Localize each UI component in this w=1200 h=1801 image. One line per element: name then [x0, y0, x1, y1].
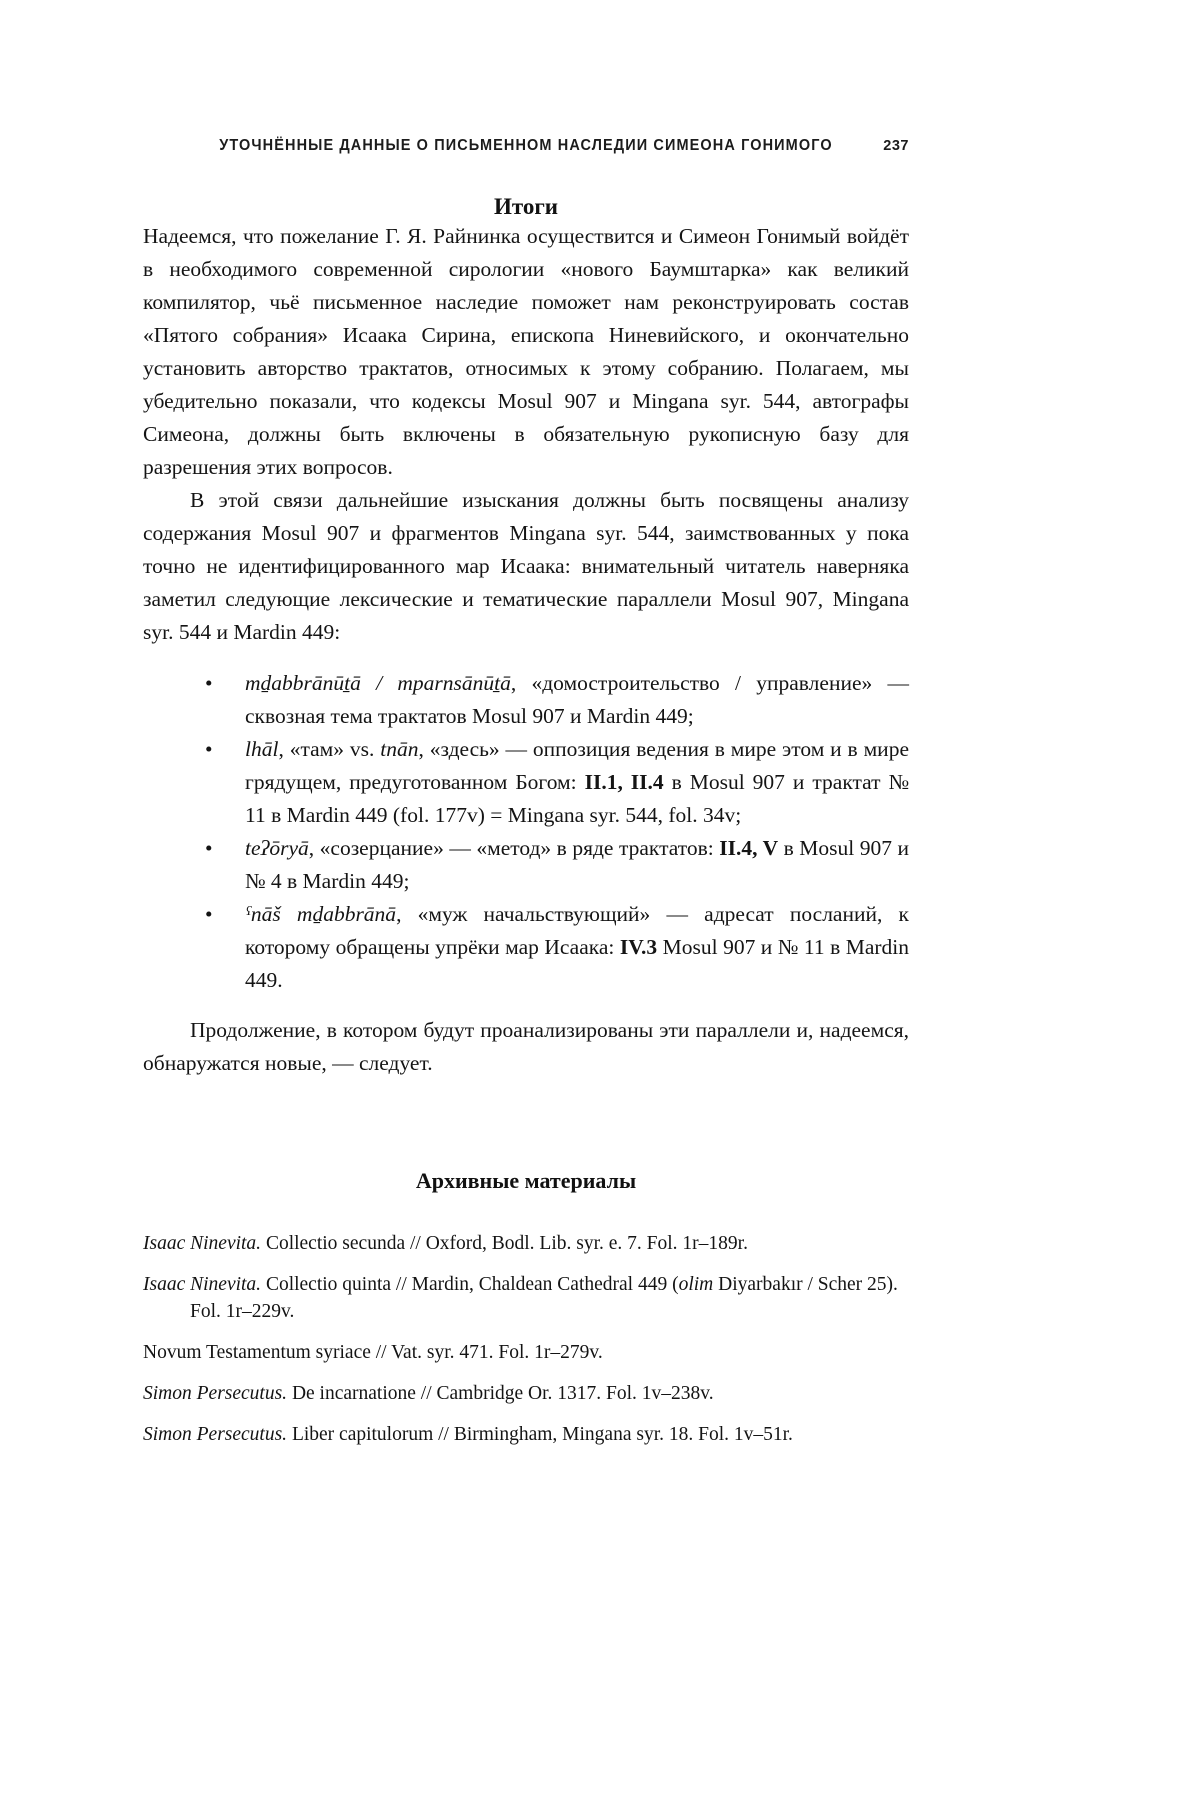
reference-item-3: Novum Testamentum syriace // Vat. syr. 471. Fol. 1r–279v.	[143, 1342, 603, 1363]
running-head-title: УТОЧНЁННЫЕ ДАННЫЕ О ПИСЬМЕННОМ НАСЛЕДИИ СИМЕОНА ГОНИМОГО	[219, 137, 833, 155]
reference-item-2: Isaac Ninevita. Collectio quinta // Mardin, Chaldean Cathedral 449 (olim Diyarbakır / Scher 25). Fol. 1r–229v.	[143, 1274, 898, 1322]
reference-item-1: Isaac Ninevita. Collectio secunda // Oxford, Bodl. Lib. syr. e. 7. Fol. 1r–189r.	[143, 1233, 748, 1254]
bullet-text: ˤnāš mḏabbrānā, «муж начальствующий» — адресат посланий, к которому обращены упрёки мар Исаака: IV.3 Mosul 907 и № 11 в Mardin 449.	[245, 902, 910, 992]
bullet-icon: •	[205, 671, 213, 695]
closing-paragraph: Продолжение, в котором будут проанализированы эти параллели и, надеемся, обнаружатся новые, — следует.	[143, 1018, 909, 1075]
running-head	[143, 138, 909, 160]
bullet-icon: •	[205, 902, 213, 926]
bullet-icon: •	[205, 737, 213, 761]
section-heading-results: Итоги	[493, 194, 559, 219]
bullet-icon: •	[205, 836, 213, 860]
text-column	[143, 138, 909, 1462]
reference-item-5: Simon Persecutus. Liber capitulorum // Birmingham, Mingana syr. 18. Fol. 1v–51r.	[143, 1424, 793, 1445]
page-number: 237	[883, 138, 909, 154]
bullet-text: lhāl, «там» vs. tnān, «здесь» — оппозиция ведения в мире этом и в мире грядущем, предуготованном Богом: II.1, II.4 в Mosul 907 и трактат № 11 в Mardin 449 (fol. 177v) = Mingana syr. 544, fol. 34v;	[245, 737, 909, 827]
bullet-text: mḏabbrānūṯā / mparnsānūṯā, «домостроительство / управление» — сквозная тема трактатов Mosul 907 и Mardin 449;	[245, 671, 909, 728]
bullet-item-1	[143, 667, 909, 733]
reference-item-4: Simon Persecutus. De incarnatione // Cambridge Or. 1317. Fol. 1v–238v.	[143, 1383, 714, 1404]
bullet-item-4	[143, 898, 909, 997]
section-heading-archive: Архивные материалы	[415, 1168, 637, 1193]
bullet-item-2	[143, 733, 909, 832]
body-paragraph-1: Надеемся, что пожелание Г. Я. Райнинка осуществится и Симеон Гонимый войдёт в необходимого современной сирологии «нового Баумштарка» как великий компилятор, чьё письменное наследие поможет нам реконструировать состав «Пятого собрания» Исаака Сирина, епископа Ниневийского, и окончательно установить авторство трактатов, относимых к этому собранию. Полагаем, мы убедительно показали, что кодексы Mosul 907 и Mingana syr. 544, автографы Симеона, должны быть включены в обязательную рукописную базу для разрешения этих вопросов.	[143, 224, 909, 479]
bullet-list	[143, 667, 909, 997]
bullet-text: teʔōryā, «созерцание» — «метод» в ряде трактатов: II.4, V в Mosul 907 и № 4 в Mardin 449;	[245, 836, 910, 893]
reference-list	[143, 1230, 909, 1448]
body-paragraph-2: В этой связи дальнейшие изыскания должны быть посвящены анализу содержания Mosul 907 и фрагментов Mingana syr. 544, заимствованных у пока точно не идентифицированного мар Исаака: внимательный читатель наверняка заметил следующие лексические и тематические параллели Mosul 907, Mingana syr. 544 и Mardin 449:	[143, 488, 909, 644]
bullet-item-3	[143, 832, 909, 898]
